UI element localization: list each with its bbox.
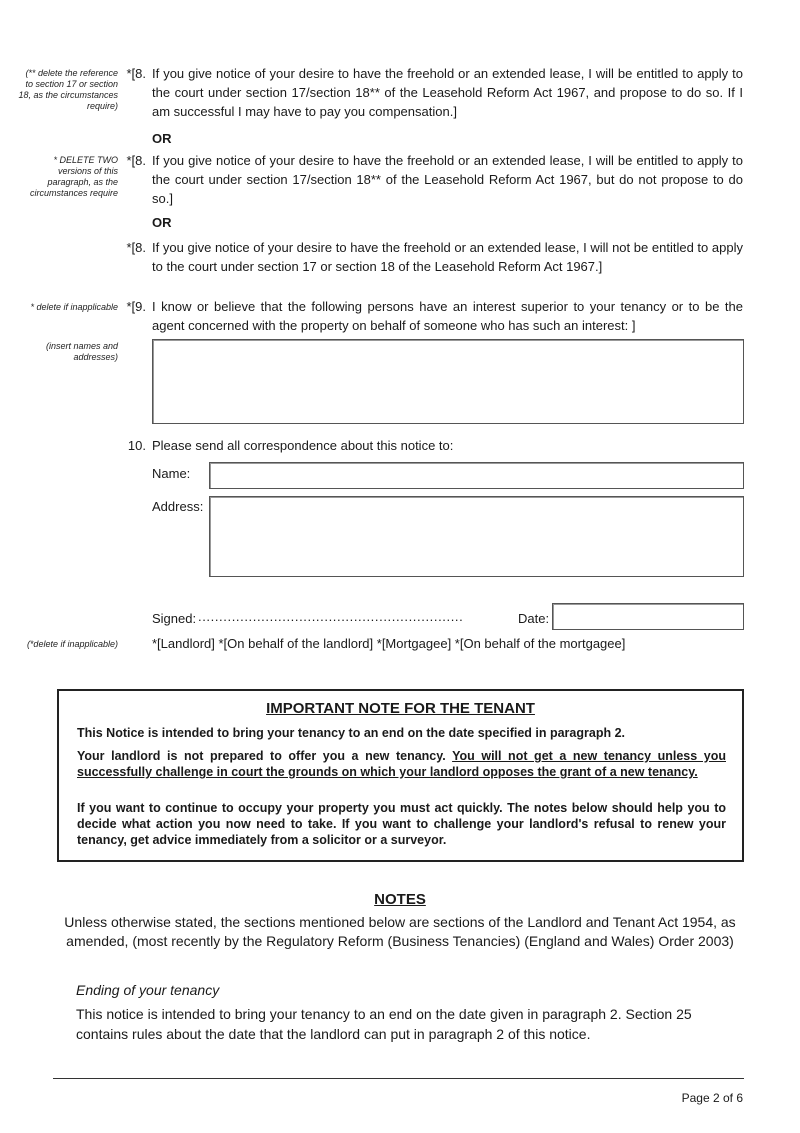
para-9-text: I know or believe that the following persons have an interest superior to your tenancy or to be the agent concerned with the property on behalf of someone who has such an interest: ]	[152, 299, 743, 333]
date-label: Date:	[518, 611, 550, 626]
important-note-title: IMPORTANT NOTE FOR THE TENANT	[266, 700, 535, 717]
para-8a-number: *[8.	[126, 66, 146, 81]
para-8c-text: If you give notice of your desire to have the freehold or an extended lease, I will not be entitled to apply to the court under section 17 or section 18 of the Leasehold Reform Act 1967.]	[152, 240, 743, 274]
name-field[interactable]	[209, 462, 744, 489]
page-number: Page 2 of 6	[681, 1091, 743, 1105]
para-8c-number: *[8.	[126, 240, 146, 255]
margin-note-delete-reference: (** delete the reference to section 17 or section 18, as the circumstances require)	[18, 68, 118, 111]
important-note-p2-lead: Your landlord is not prepared to offer you a new tenancy.	[77, 749, 453, 763]
address-field[interactable]	[209, 496, 744, 577]
signed-label: Signed:	[152, 611, 197, 626]
para-8a-text: If you give notice of your desire to have the freehold or an extended lease, I will be entitled to apply to the court under section 17/section 18** of the Leasehold Reform Act 1967, and propose to do so. If I am successful I may have to pay you compensation.]	[152, 66, 743, 119]
important-note-box	[57, 689, 744, 862]
para-10-text: Please send all correspondence about this notice to:	[152, 438, 454, 453]
notes-title: NOTES	[374, 891, 426, 908]
margin-note-delete-if-inapplicable: * delete if inapplicable	[30, 302, 118, 312]
margin-note-delete-capacity: (*delete if inapplicable)	[26, 639, 118, 649]
para-10-number: 10.	[127, 438, 146, 453]
para-8b-text: If you give notice of your desire to have the freehold or an extended lease, I will be entitled to apply to the court under section 17/section 18** of the Leasehold Reform Act 1967, but do not propose to do so.]	[152, 153, 743, 206]
signatory-capacity: *[Landlord] *[On behalf of the landlord] *[Mortgagee] *[On behalf of the mortgagee]	[152, 636, 626, 651]
important-note-p2-warning: You will not get a new tenancy unless you successfully challenge in court the grounds on which your landlord opposes the grant of a new tenancy.	[77, 749, 726, 779]
or-separator-1: OR	[152, 131, 172, 146]
footer-divider	[53, 1078, 744, 1079]
name-label: Name:	[152, 466, 191, 481]
margin-note-delete-two-versions: * DELETE TWO versions of this paragraph, as the circumstances require	[29, 155, 118, 198]
para-9-number: *[9.	[126, 299, 146, 314]
superior-interests-textarea[interactable]	[152, 339, 744, 424]
important-note-p1: This Notice is intended to bring your tenancy to an end on the date specified in paragraph 2.	[77, 726, 625, 740]
notes-body: This notice is intended to bring your tenancy to an end on the date given in paragraph 2. Section 25 contains rules about the date that the landlord can put in paragraph 2 of this notice.	[76, 1006, 692, 1042]
signature-line[interactable]: ...............................................................	[198, 609, 464, 624]
para-8b-number: *[8.	[126, 153, 146, 168]
margin-note-insert-names: (insert names and addresses)	[45, 341, 118, 362]
important-note-p3: If you want to continue to occupy your property you must act quickly. The notes below should help you to decide what action you now need to take. If you want to challenge your landlord's refusal to renew your tenancy, get advice immediately from a solicitor or a surveyor.	[77, 801, 726, 847]
notes-intro: Unless otherwise stated, the sections mentioned below are sections of the Landlord and Tenant Act 1954, as amended, (most recently by the Regulatory Reform (Business Tenancies) (England and Wales) Order 2003)	[64, 914, 736, 949]
date-field[interactable]	[552, 603, 744, 630]
or-separator-2: OR	[152, 215, 172, 230]
notes-subheading: Ending of your tenancy	[76, 982, 220, 998]
important-note-p2	[77, 748, 726, 780]
address-label: Address:	[152, 499, 204, 514]
